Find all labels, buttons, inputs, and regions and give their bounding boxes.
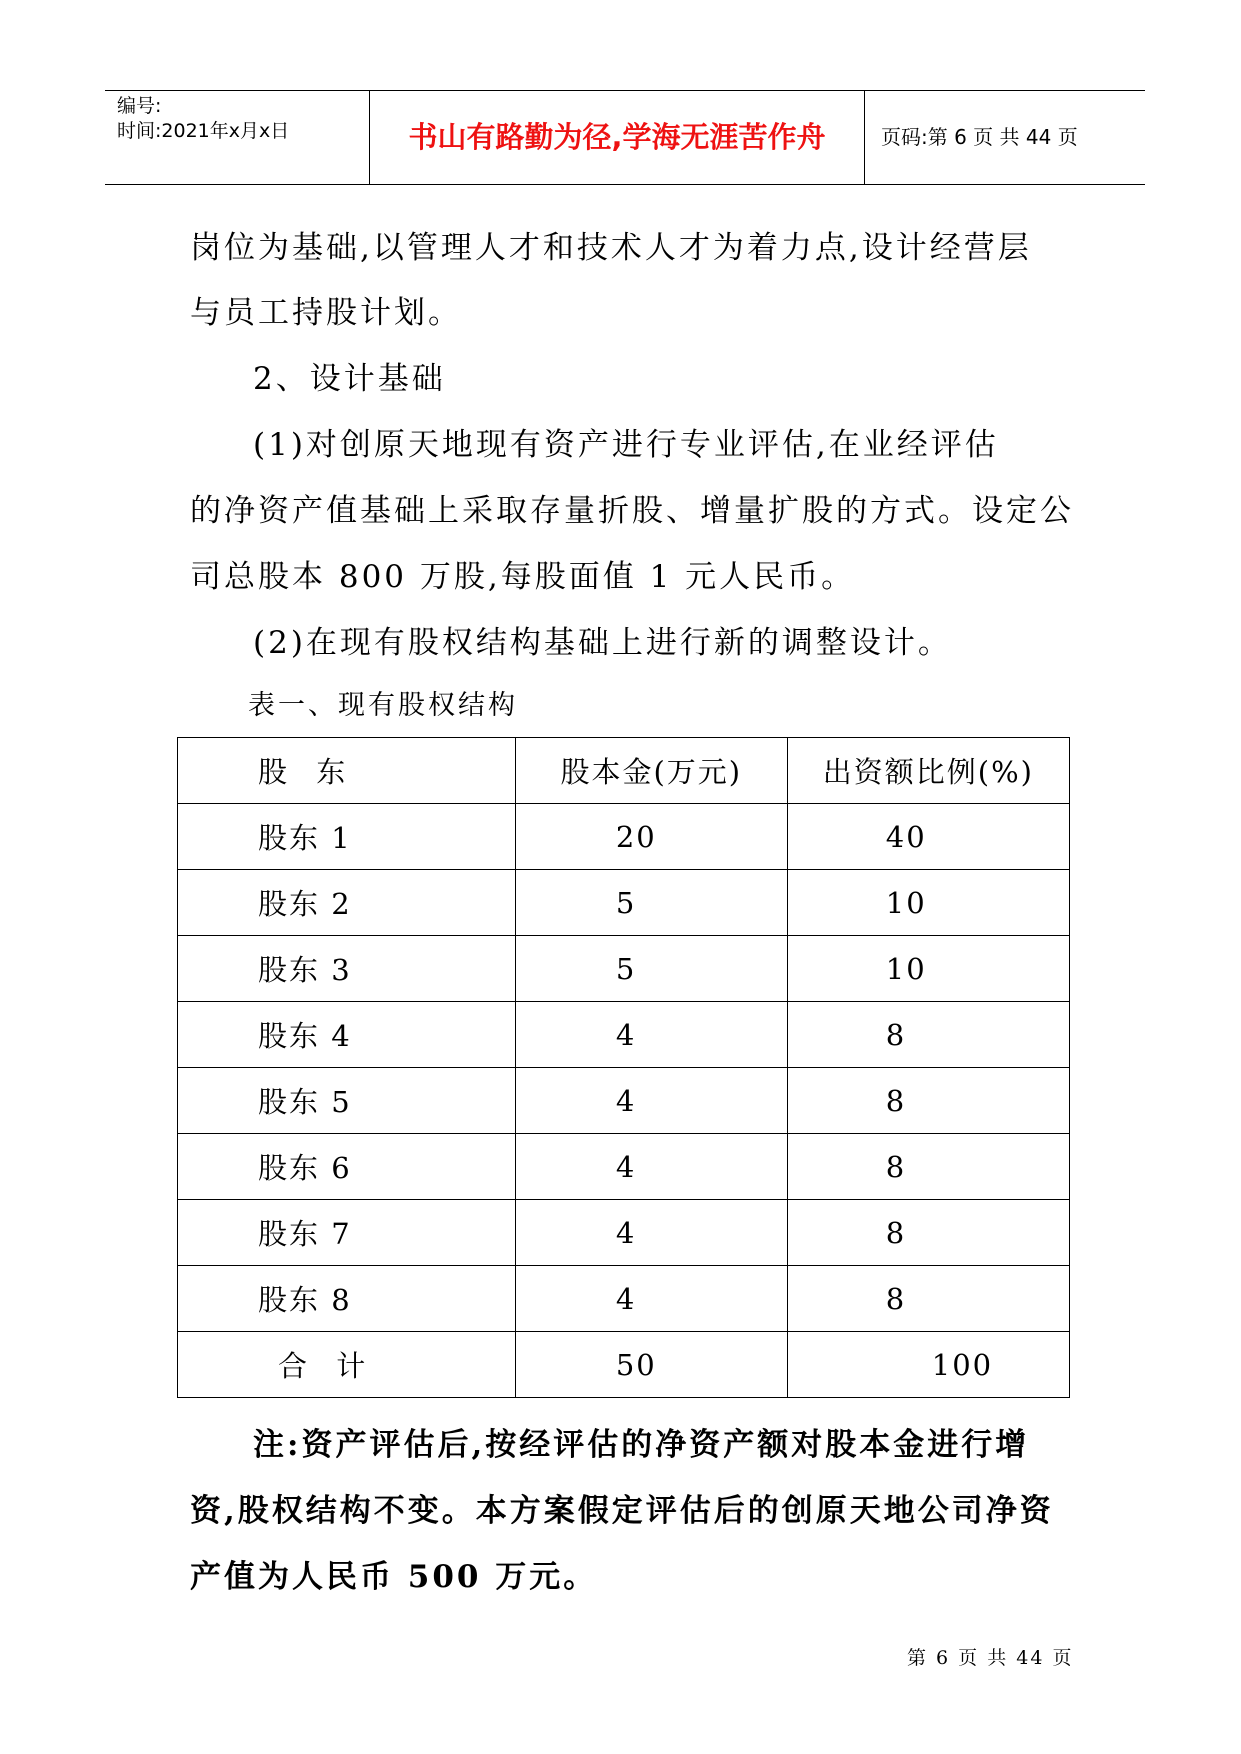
capital-cell: 4 bbox=[515, 1200, 787, 1266]
ratio-cell: 40 bbox=[787, 804, 1069, 870]
shareholder-cell: 股东 2 bbox=[178, 870, 516, 936]
paragraph-line: (1)对创原天地现有资产进行专业评估,在业经评估 bbox=[253, 427, 999, 463]
page-footer: 第 6 页 共 44 页 bbox=[907, 1647, 1074, 1669]
shareholder-cell: 股东 8 bbox=[178, 1266, 516, 1332]
header-motto: 书山有路勤为径,学海无涯苦作舟 bbox=[370, 91, 865, 184]
ratio-cell: 10 bbox=[787, 936, 1069, 1002]
table-row bbox=[178, 1200, 1070, 1266]
paragraph-line: (2)在现有股权结构基础上进行新的调整设计。 bbox=[253, 625, 952, 661]
page-header bbox=[105, 90, 1145, 185]
table-row bbox=[178, 1134, 1070, 1200]
note-line: 注:资产评估后,按经评估的净资产额对股本金进行增 bbox=[253, 1427, 1030, 1463]
capital-cell: 4 bbox=[515, 1002, 787, 1068]
ratio-cell: 8 bbox=[787, 1002, 1069, 1068]
total-label-cell: 合 计 bbox=[178, 1332, 516, 1398]
shareholder-cell: 股东 1 bbox=[178, 804, 516, 870]
note-line: 产值为人民币 500 万元。 bbox=[190, 1559, 598, 1595]
table-row bbox=[178, 1266, 1070, 1332]
table-row bbox=[178, 1068, 1070, 1134]
header-meta bbox=[105, 91, 370, 184]
paragraph-line: 岗位为基础,以管理人才和技术人才为着力点,设计经营层 bbox=[190, 230, 1032, 266]
document-number-label: 编号: bbox=[117, 95, 162, 117]
capital-cell: 5 bbox=[515, 870, 787, 936]
header-cell-capital: 股本金(万元) bbox=[515, 738, 787, 804]
ratio-cell: 8 bbox=[787, 1266, 1069, 1332]
shareholder-cell: 股东 4 bbox=[178, 1002, 516, 1068]
header-cell-ratio: 出资额比例(%) bbox=[787, 738, 1069, 804]
capital-cell: 4 bbox=[515, 1134, 787, 1200]
paragraph-line: 与员工持股计划。 bbox=[190, 295, 462, 331]
table-caption: 表一、现有股权结构 bbox=[248, 690, 518, 721]
capital-cell: 5 bbox=[515, 936, 787, 1002]
paragraph-line: 的净资产值基础上采取存量折股、增量扩股的方式。设定公 bbox=[190, 493, 1074, 529]
table-header-row bbox=[178, 738, 1070, 804]
shareholder-cell: 股东 7 bbox=[178, 1200, 516, 1266]
shareholder-cell: 股东 5 bbox=[178, 1068, 516, 1134]
section-heading: 2、设计基础 bbox=[253, 361, 446, 397]
capital-cell: 4 bbox=[515, 1266, 787, 1332]
ratio-cell: 8 bbox=[787, 1200, 1069, 1266]
ratio-cell: 8 bbox=[787, 1068, 1069, 1134]
paragraph-line: 司总股本 800 万股,每股面值 1 元人民币。 bbox=[190, 559, 856, 595]
capital-cell: 20 bbox=[515, 804, 787, 870]
table-row bbox=[178, 936, 1070, 1002]
table-total-row bbox=[178, 1332, 1070, 1398]
capital-cell: 4 bbox=[515, 1068, 787, 1134]
note-line: 资,股权结构不变。本方案假定评估后的创原天地公司净资 bbox=[190, 1493, 1054, 1529]
ratio-cell: 8 bbox=[787, 1134, 1069, 1200]
header-cell-shareholder: 股 东 bbox=[178, 738, 516, 804]
table-row bbox=[178, 870, 1070, 936]
ratio-cell: 10 bbox=[787, 870, 1069, 936]
table-row bbox=[178, 804, 1070, 870]
shareholder-cell: 股东 6 bbox=[178, 1134, 516, 1200]
table-row bbox=[178, 1002, 1070, 1068]
equity-structure-table bbox=[177, 737, 1070, 1398]
total-capital-cell: 50 bbox=[515, 1332, 787, 1398]
shareholder-cell: 股东 3 bbox=[178, 936, 516, 1002]
total-ratio-cell: 100 bbox=[787, 1332, 1069, 1398]
document-time-label: 时间:2021年x月x日 bbox=[117, 120, 290, 142]
header-page-number: 页码:第 6 页 共 44 页 bbox=[881, 125, 1078, 149]
